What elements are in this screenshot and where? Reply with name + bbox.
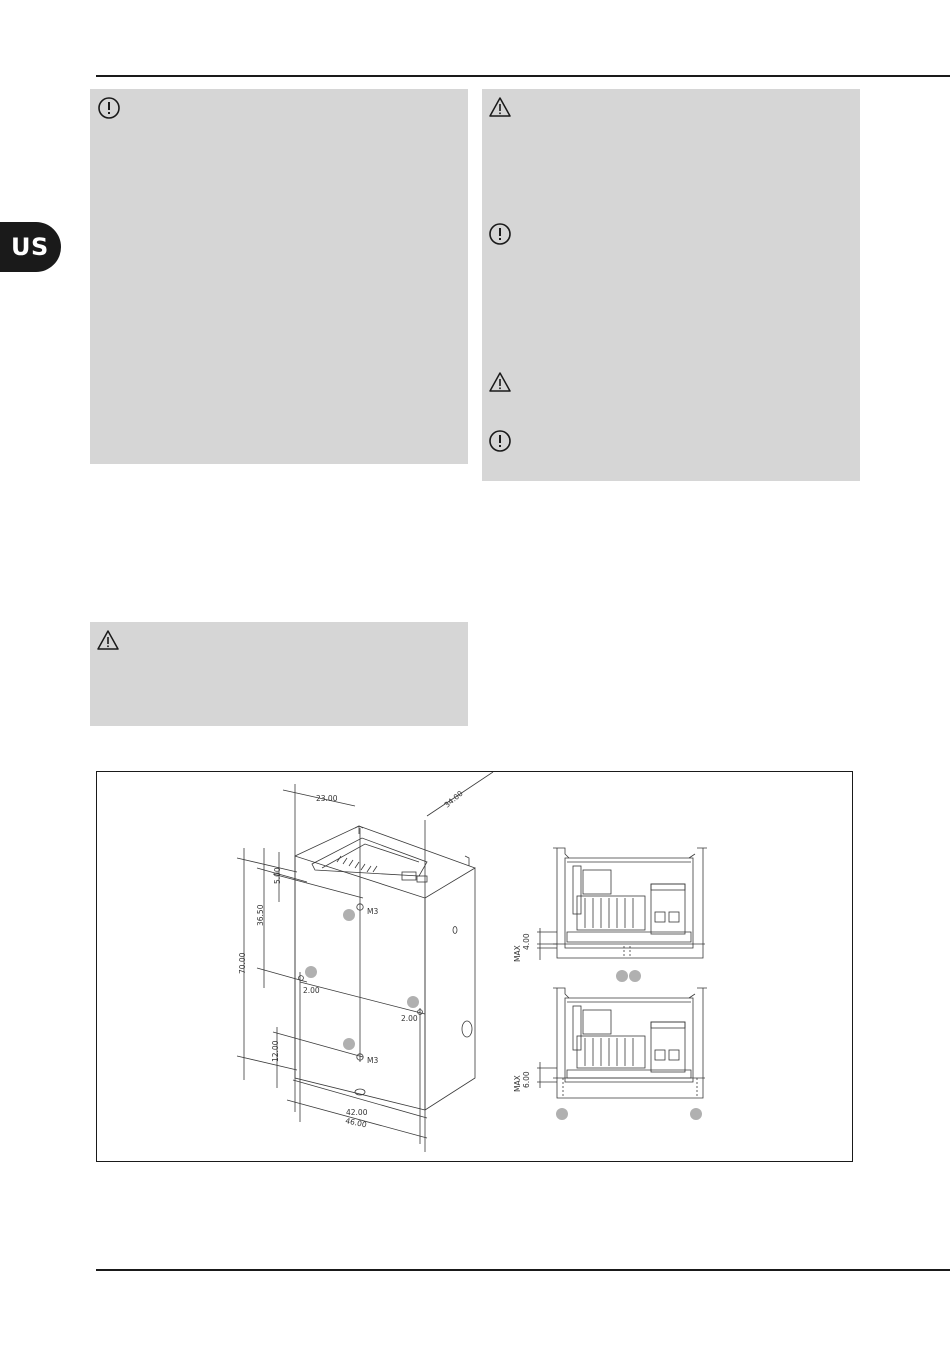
m3-bottom-label: M3 [367,1056,379,1065]
language-tab[interactable] [0,222,61,272]
warning-notice-box-2 [90,622,468,726]
dim-23: 23.00 [316,794,338,803]
dim-2-right: 2.00 [401,1014,418,1023]
mounting-drawing-figure [96,771,853,1162]
footer-rule [96,1269,950,1271]
exclamation-circle-icon [97,96,121,120]
language-tab-label: US [11,233,49,261]
max-label-top: MAX [513,945,522,962]
header-rule [96,75,950,77]
dim-70: 70.00 [238,952,247,974]
max-label-bottom: MAX [513,1075,522,1092]
m3-top-label: M3 [367,907,379,916]
dim-34: 34.00 [442,788,465,810]
max-value-top: 4.00 [522,933,531,950]
exclamation-circle-icon [488,429,512,453]
warning-triangle-icon [488,95,512,119]
side-view-bottom [537,988,707,1098]
dim-12: 12.00 [271,1040,280,1062]
mounting-drawing [97,772,854,1163]
dim-2-left: 2.00 [303,986,320,995]
warning-triangle-icon [488,370,512,394]
warning-triangle-icon [96,628,120,652]
dim-42: 42.00 [346,1108,368,1117]
exclamation-circle-icon [488,222,512,246]
max-value-bottom: 6.00 [522,1071,531,1088]
side-view-top [537,848,707,960]
caution-notice-box [90,89,468,464]
dim-46: 46.00 [344,1116,368,1130]
dim-5: 5.00 [273,867,282,884]
dim-36-5: 36.50 [256,904,265,926]
warning-notice-box [482,89,860,481]
